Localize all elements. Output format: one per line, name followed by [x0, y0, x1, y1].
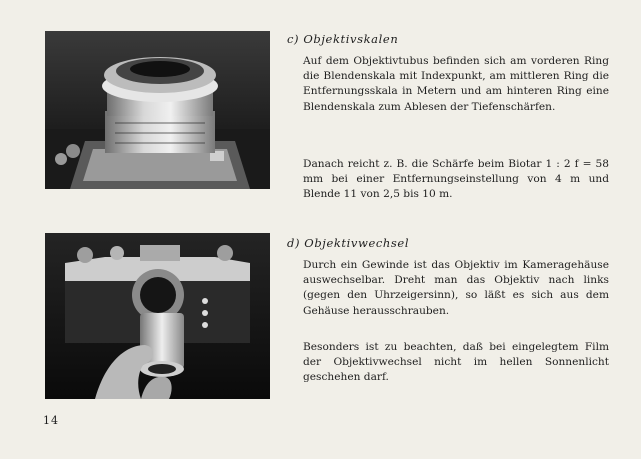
section-c-paragraph-1: Auf dem Objektivtubus befinden sich am vorderen Ring die Blendenskala mit Indexpunkt, am mittleren Ring die Entfernungsskala in Metern und am hinteren Ring eine Blendenskala zum Ablesen der Tiefenschärfen. [303, 55, 609, 113]
section-d-paragraph-2: Besonders ist zu beachten, daß bei eingelegtem Film der Objektivwechsel nicht im hellen Sonnenlicht geschehen darf. [303, 341, 609, 384]
section-c-paragraph-2: Danach reicht z. B. die Schärfe beim Biotar 1 : 2 f = 58 mm bei einer Entfernungseinstellung von 4 m und Blende 11 von 2,5 bis 10 m. [303, 158, 609, 201]
section-d-heading: d) Objektivwechsel [287, 236, 410, 250]
section-c-heading: c) Objektivskalen [287, 32, 399, 46]
page-number: 14 [43, 414, 59, 427]
lens-change-photo [45, 233, 270, 399]
lens-scales-photo [45, 31, 270, 189]
section-d-paragraph-1: Durch ein Gewinde ist das Objektiv im Kameragehäuse auswechselbar. Dreht man das Objektiv nach links (gegen den Uhrzeigersinn), so läßt es sich aus dem Gehäuse herausschrauben. [303, 259, 609, 317]
